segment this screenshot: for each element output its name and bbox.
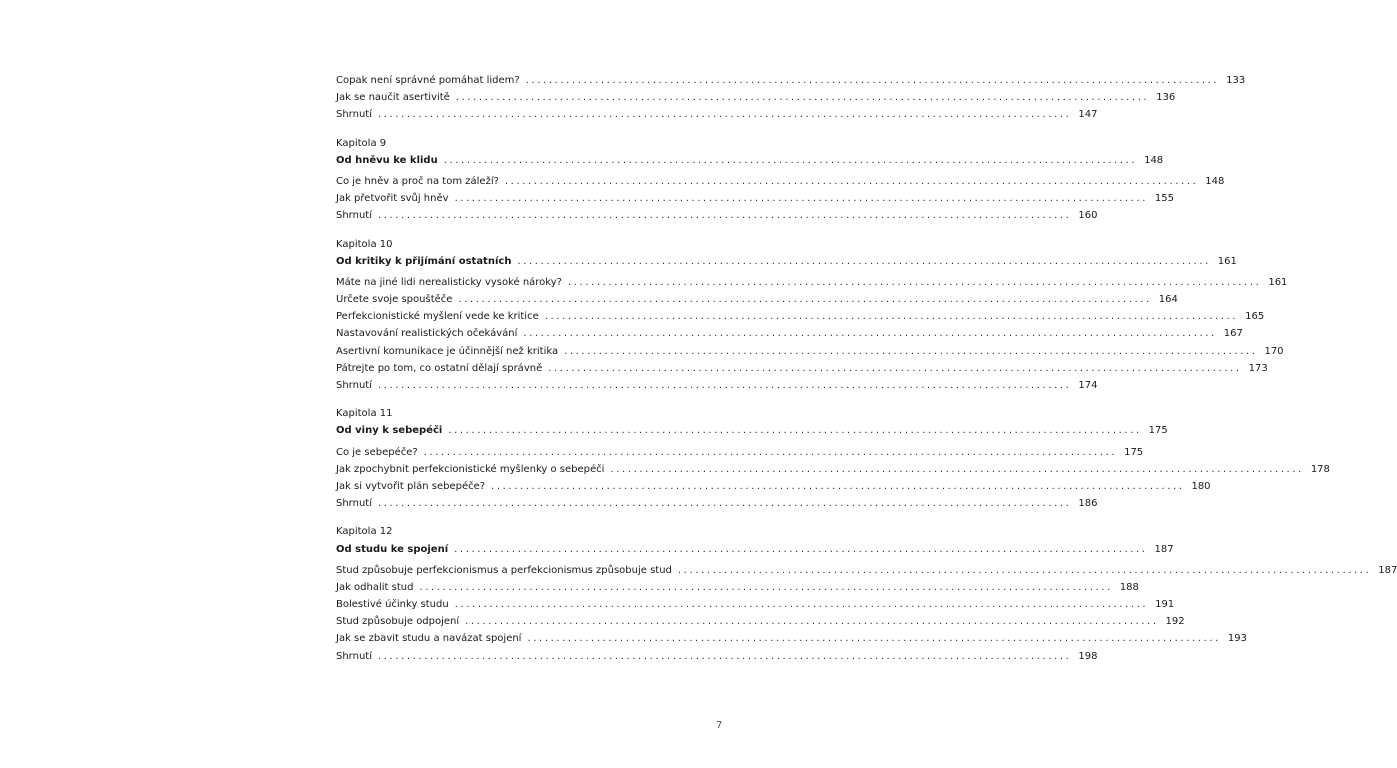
dot-leader: ........................................................................................................................ [454, 193, 1149, 205]
dot-leader: ........................................................................................................................ [504, 175, 1199, 187]
toc-entry-title: Jak odhalit stud [336, 581, 414, 593]
toc-entry [336, 596, 1175, 613]
toc-entry [336, 461, 1330, 478]
toc-entry [336, 579, 1139, 596]
dot-leader: ........................................................................................................................ [378, 650, 1072, 662]
toc-entry-page: 164 [1158, 294, 1178, 306]
toc-entry [336, 325, 1243, 342]
chapter-page: 175 [1148, 425, 1168, 437]
chapter-title: Od viny k sebepéči [336, 425, 443, 437]
chapter-title-row [336, 253, 1237, 270]
toc-entry-title: Copak není správné pomáhat lidem? [336, 75, 520, 86]
chapter-section [336, 405, 1330, 512]
dot-leader: ........................................................................................................................ [378, 210, 1072, 222]
chapter-section [336, 523, 1397, 665]
toc-entry [336, 360, 1268, 377]
dot-leader: ........................................................................................................................ [548, 362, 1242, 374]
toc-entry-title: Nastavování realistických očekávání [336, 328, 518, 340]
dot-leader: ........................................................................................................................ [544, 311, 1239, 323]
toc-entry-title: Shrnutí [336, 498, 372, 510]
toc-entry-page: 187 [1378, 564, 1397, 576]
chapter-title-row [336, 541, 1174, 558]
chapter-title: Od studu ke spojení [336, 543, 449, 555]
toc-entry-title: Shrnutí [336, 380, 372, 391]
toc-entry [336, 173, 1225, 190]
toc-entry-title: Jak se zbavit studu a navázat spojení [336, 633, 522, 645]
chapter-page: 187 [1154, 543, 1174, 555]
toc-entry-title: Shrnutí [336, 650, 372, 662]
toc-entry-title: Bolestivé účinky studu [336, 599, 449, 611]
toc-entry-page: 165 [1245, 311, 1265, 323]
toc-entry-title: Pátrejte po tom, co ostatní dělají správně [336, 362, 543, 374]
toc-entry-page: 167 [1223, 328, 1243, 340]
toc-entry [336, 308, 1265, 325]
dot-leader: ........................................................................................................................ [491, 480, 1185, 492]
chapter-page: 148 [1144, 154, 1164, 166]
toc-entry-page: 160 [1078, 210, 1098, 222]
toc-entry [336, 106, 1098, 123]
dot-leader: ........................................................................................................................ [610, 463, 1304, 475]
toc-entry-page: 193 [1227, 633, 1247, 645]
chapter-title-row [336, 152, 1164, 169]
toc-entry-page: 191 [1155, 599, 1175, 611]
toc-entry-page: 148 [1205, 175, 1225, 187]
toc-entry-page: 180 [1191, 480, 1211, 492]
dot-leader: ........................................................................................................................ [378, 380, 1072, 391]
toc-entry-page: 173 [1248, 362, 1268, 374]
chapter-page: 161 [1217, 255, 1237, 267]
dot-leader: ........................................................................................................................ [564, 345, 1258, 357]
chapter-label: Kapitola 12 [336, 526, 393, 538]
toc-entry-title: Jak přetvořit svůj hněv [336, 193, 449, 205]
chapter-title: Od kritiky k přijímání ostatních [336, 255, 512, 267]
toc-entry [336, 190, 1175, 207]
toc-entry [336, 207, 1098, 224]
dot-leader: ........................................................................................................................ [455, 92, 1150, 104]
toc-entry-title: Asertivní komunikace je účinnější než kritika [336, 345, 559, 357]
toc-entry-page: 161 [1268, 276, 1288, 288]
toc-entry-title: Co je hněv a proč na tom záleží? [336, 175, 499, 187]
toc-entry-title: Jak si vytvořit plán sebepéče? [336, 480, 486, 492]
dot-leader: ........................................................................................................................ [448, 425, 1142, 437]
chapter-title: Od hněvu ke klidu [336, 154, 438, 166]
toc-entry-title: Co je sebepéče? [336, 446, 418, 458]
toc-entry-page: 136 [1156, 92, 1176, 104]
toc-entry-page: 147 [1078, 109, 1098, 121]
toc-entry [336, 630, 1247, 647]
toc-entry-page: 174 [1078, 380, 1098, 391]
toc-entry [336, 478, 1211, 495]
toc-entry [336, 648, 1098, 665]
dot-leader: ........................................................................................................................ [465, 616, 1159, 628]
dot-leader: ........................................................................................................................ [527, 633, 1221, 645]
toc-entry [336, 444, 1144, 461]
toc-entry [336, 274, 1288, 291]
toc-entry [336, 291, 1178, 308]
toc-entry-title: Shrnutí [336, 109, 372, 121]
table-of-contents [336, 72, 1397, 665]
dot-leader: ........................................................................................................................ [525, 75, 1220, 86]
dot-leader: ........................................................................................................................ [458, 294, 1152, 306]
toc-entry-title: Máte na jiné lidi nerealisticky vysoké nároky? [336, 276, 562, 288]
dot-leader: ........................................................................................................................ [419, 581, 1113, 593]
toc-entry-page: 170 [1264, 345, 1284, 357]
toc-entry-page: 155 [1154, 193, 1175, 205]
chapter-label: Kapitola 11 [336, 408, 393, 420]
toc-entry [336, 613, 1185, 630]
toc-entry-page: 198 [1078, 650, 1098, 662]
chapter-label: Kapitola 10 [336, 238, 393, 250]
chapter-label: Kapitola 9 [336, 137, 387, 149]
toc-entry-page: 175 [1124, 446, 1144, 458]
toc-entry [336, 377, 1098, 394]
dot-leader: ........................................................................................................................ [677, 564, 1372, 576]
toc-entry-page: 133 [1226, 75, 1246, 86]
toc-entry-page: 178 [1310, 463, 1330, 475]
toc-entry-title: Jak zpochybnit perfekcionistické myšlenky o sebepéči [336, 463, 605, 475]
dot-leader: ........................................................................................................................ [454, 599, 1149, 611]
intro-entries [336, 72, 1246, 124]
dot-leader: ........................................................................................................................ [378, 109, 1072, 121]
dot-leader: ........................................................................................................................ [523, 328, 1217, 340]
page-number: 7 [716, 720, 723, 731]
toc-entry-page: 188 [1119, 581, 1139, 593]
chapter-section [336, 135, 1225, 225]
toc-entry [336, 89, 1176, 106]
dot-leader: ........................................................................................................................ [454, 543, 1148, 555]
toc-entry-title: Jak se naučit asertivitě [336, 92, 450, 104]
toc-entry-page: 192 [1165, 616, 1185, 628]
dot-leader: ........................................................................................................................ [567, 276, 1262, 288]
toc-entry-page: 186 [1078, 498, 1098, 510]
toc-entry-title: Stud způsobuje odpojení [336, 616, 460, 628]
toc-entry [336, 562, 1397, 579]
dot-leader: ........................................................................................................................ [517, 255, 1211, 267]
toc-entry [336, 343, 1284, 360]
toc-entry [336, 495, 1098, 512]
toc-entry-title: Shrnutí [336, 210, 372, 222]
toc-entry-title: Perfekcionistické myšlení vede ke kritice [336, 311, 539, 323]
dot-leader: ........................................................................................................................ [423, 446, 1118, 458]
toc-entry-title: Určete svoje spouštěče [336, 294, 453, 306]
chapter-title-row [336, 422, 1168, 439]
dot-leader: ........................................................................................................................ [378, 498, 1072, 510]
toc-entry [336, 72, 1246, 89]
chapter-section [336, 236, 1288, 395]
dot-leader: ........................................................................................................................ [443, 154, 1138, 166]
toc-entry-title: Stud způsobuje perfekcionismus a perfekcionismus způsobuje stud [336, 564, 672, 576]
